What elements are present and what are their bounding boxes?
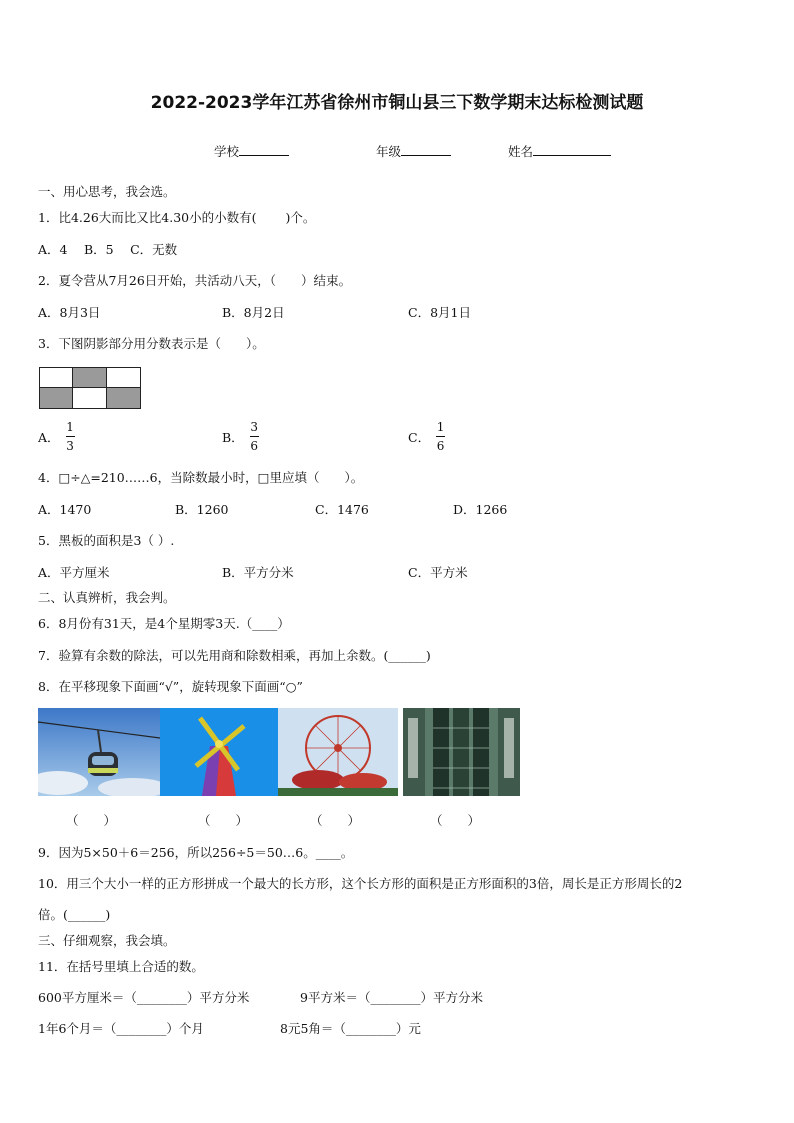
fraction-a (66, 420, 75, 453)
section-heading-3: 三、仔细观察，我会填。 (38, 933, 176, 948)
question-4-option-b: B．1260 (175, 502, 229, 517)
answer-paren-1[interactable]: （ ） (66, 813, 117, 828)
fraction-numerator: 3 (250, 420, 258, 434)
school-field (214, 142, 289, 160)
question-10-line-2: 倍。(______) (38, 907, 111, 922)
cable-car-photo (38, 708, 160, 796)
question-4-option-d: D．1266 (453, 502, 508, 517)
fraction-c (436, 420, 445, 453)
question-2-stem: 2．夏令营从7月26日开始，共活动八天，（ ）结束。 (38, 273, 352, 288)
question-10-line-1: 10．用三个大小一样的正方形拼成一个最大的长方形，这个长方形的面积是正方形面积的3倍，周长是正方形周长的2 (38, 876, 683, 891)
fraction-b (250, 420, 259, 453)
grade-label: 年级 (376, 144, 402, 159)
question-7-stem: 7．验算有余数的除法，可以先用商和除数相乘，再加上余数。(______) (38, 648, 431, 663)
fraction-numerator: 1 (66, 420, 74, 434)
question-4-option-c: C．1476 (315, 502, 369, 517)
question-5-option-a: A．平方厘米 (38, 565, 110, 580)
question-9-stem: 9．因为5×50＋6＝256，所以256÷5＝50…6。____。 (38, 845, 354, 860)
answer-paren-2[interactable]: （ ） (198, 813, 249, 828)
grid-cell (40, 368, 73, 388)
school-blank[interactable] (239, 143, 289, 156)
grid-cell (107, 368, 140, 388)
question-5-stem: 5．黑板的面积是3（ ）. (38, 533, 175, 548)
name-label: 姓名 (508, 144, 534, 159)
windmill-photo (160, 708, 278, 796)
page-title: 2022-2023学年江苏省徐州市铜山县三下数学期末达标检测试题 (150, 93, 644, 113)
grid-cell-shaded (40, 388, 73, 408)
school-label: 学校 (214, 144, 240, 159)
question-3-stem: 3．下图阴影部分用分数表示是（ ）。 (38, 336, 265, 351)
grid-cell-shaded (73, 368, 106, 388)
option-c-label: C． (408, 429, 431, 445)
fraction-numerator: 1 (436, 420, 445, 434)
name-blank[interactable] (533, 143, 611, 156)
name-field (508, 142, 611, 160)
question-11-stem: 11．在括号里填上合适的数。 (38, 959, 204, 974)
question-3-option-c (408, 420, 445, 453)
question-3-option-b (222, 420, 259, 453)
section-heading-1: 一、用心思考，我会选。 (38, 184, 176, 199)
question-8-stem: 8．在平移现象下面画“√”，旋转现象下面画“○” (38, 679, 303, 694)
question-3-option-a (38, 420, 75, 453)
question-5-option-b: B．平方分米 (222, 565, 294, 580)
question-11-item-1: 600平方厘米＝（________）平方分米 (38, 990, 250, 1005)
answer-paren-3[interactable]: （ ） (310, 813, 361, 828)
question-1-stem: 1．比4.26大而比又比4.30小的小数有( )个。 (38, 210, 316, 225)
shaded-grid-figure (39, 367, 141, 409)
question-6-stem: 6．8月份有31天，是4个星期零3天.（____） (38, 616, 290, 631)
grade-field (376, 142, 451, 160)
question-11-item-3: 1年6个月＝（________）个月 (38, 1021, 204, 1036)
question-2-option-c: C．8月1日 (408, 305, 471, 320)
grade-blank[interactable] (401, 143, 451, 156)
question-1-options: A．4 B．5 C．无数 (38, 242, 178, 257)
question-11-item-2: 9平方米＝（________）平方分米 (300, 990, 483, 1005)
answer-paren-4[interactable]: （ ） (430, 813, 481, 828)
option-a-label: A． (38, 429, 60, 445)
question-4-stem: 4．□÷△=210……6，当除数最小时，□里应填（ ）。 (38, 470, 364, 485)
grid-cell (73, 388, 106, 408)
option-b-label: B． (222, 429, 244, 445)
grid-cell-shaded (107, 388, 140, 408)
escalator-photo (403, 708, 520, 796)
fraction-denominator: 3 (66, 439, 74, 453)
fraction-denominator: 6 (436, 439, 445, 453)
fraction-denominator: 6 (250, 439, 258, 453)
ferris-wheel-photo (278, 708, 398, 796)
question-5-option-c: C．平方米 (408, 565, 468, 580)
section-heading-2: 二、认真辨析，我会判。 (38, 590, 176, 605)
question-2-option-a: A．8月3日 (38, 305, 101, 320)
question-11-item-4: 8元5角＝（________）元 (280, 1021, 421, 1036)
question-4-option-a: A．1470 (38, 502, 92, 517)
question-2-option-b: B．8月2日 (222, 305, 285, 320)
